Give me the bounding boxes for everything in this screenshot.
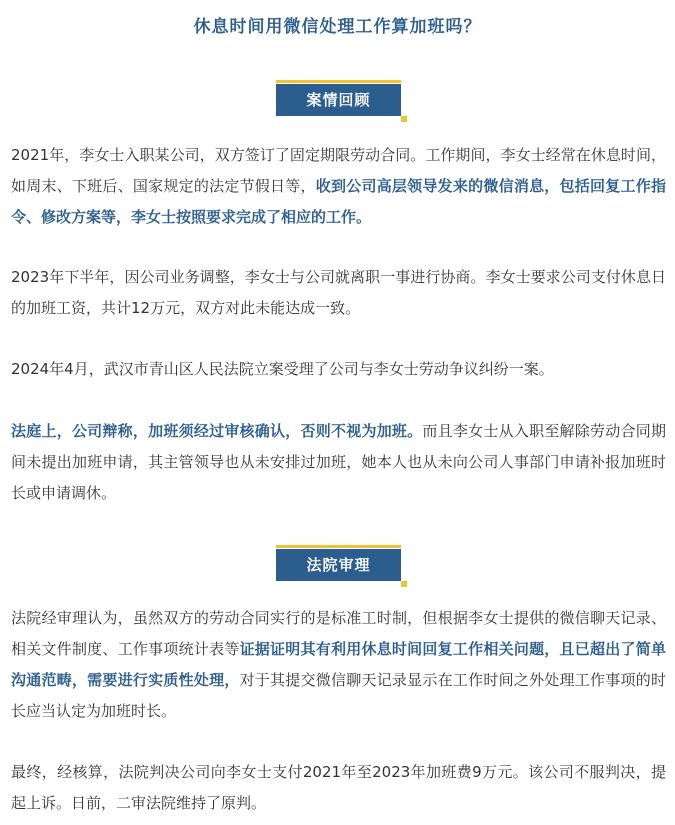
- badge-top-bar: [276, 80, 401, 83]
- badge-corner: [401, 581, 407, 587]
- paragraph-5: [11, 603, 666, 727]
- highlight-text: 证据证明其有利用休息时间回复工作相关问题，且已超出了简单沟通范畴，需要进行实质性处理，: [11, 640, 666, 689]
- highlight-text: 法庭上，公司辩称，加班须经过审核确认，否则不视为加班。: [11, 422, 423, 440]
- paragraph-4: [11, 416, 666, 509]
- highlight-text: 收到公司高层领导发来的微信消息，包括回复工作指令、修改方案等，李女士按照要求完成了相应的工作。: [11, 177, 666, 226]
- section-title: 案情回顾: [276, 84, 401, 116]
- paragraph-3: 2024年4月，武汉市青山区人民法院立案受理了公司与李女士劳动争议纠纷一案。: [11, 360, 554, 378]
- paragraph-6: 最终，经核算，法院判决公司向李女士支付2021年至2023年加班费9万元。该公司不服判决，提起上诉。日前，二审法院维持了原判。: [11, 763, 666, 812]
- paragraph-text: 法院经审理认为，虽然双方的劳动合同实行的是标准工时制，但根据李女士提供的微信聊天记录、相关文件制度、工作事项统计表等: [11, 609, 666, 658]
- section-badge-court-review: [276, 545, 401, 585]
- paragraph-text: 对于其提交微信聊天记录显示在工作时间之外处理工作事项的时长应当认定为加班时长。: [11, 671, 666, 720]
- page-title: 休息时间用微信处理工作算加班吗？: [193, 17, 482, 37]
- paragraph-text: 2021年，李女士入职某公司，双方签订了固定期限劳动合同。工作期间，李女士经常在休息时间，如周末、下班后、国家规定的法定节假日等，: [11, 146, 666, 195]
- section-badge-case-review: [276, 80, 401, 120]
- paragraph-2: 2023年下半年，因公司业务调整，李女士与公司就离职一事进行协商。李女士要求公司支付休息日的加班工资，共计12万元，双方对此未能达成一致。: [11, 268, 666, 317]
- paragraph-text: 而且李女士从入职至解除劳动合同期间未提出加班申请，其主管领导也从未安排过加班，她本人也从未向公司人事部门申请补报加班时长或申请调休。: [11, 422, 666, 502]
- badge-top-bar: [276, 545, 401, 548]
- paragraph-1: [11, 140, 666, 233]
- badge-corner: [401, 116, 407, 122]
- section-title: 法院审理: [276, 549, 401, 581]
